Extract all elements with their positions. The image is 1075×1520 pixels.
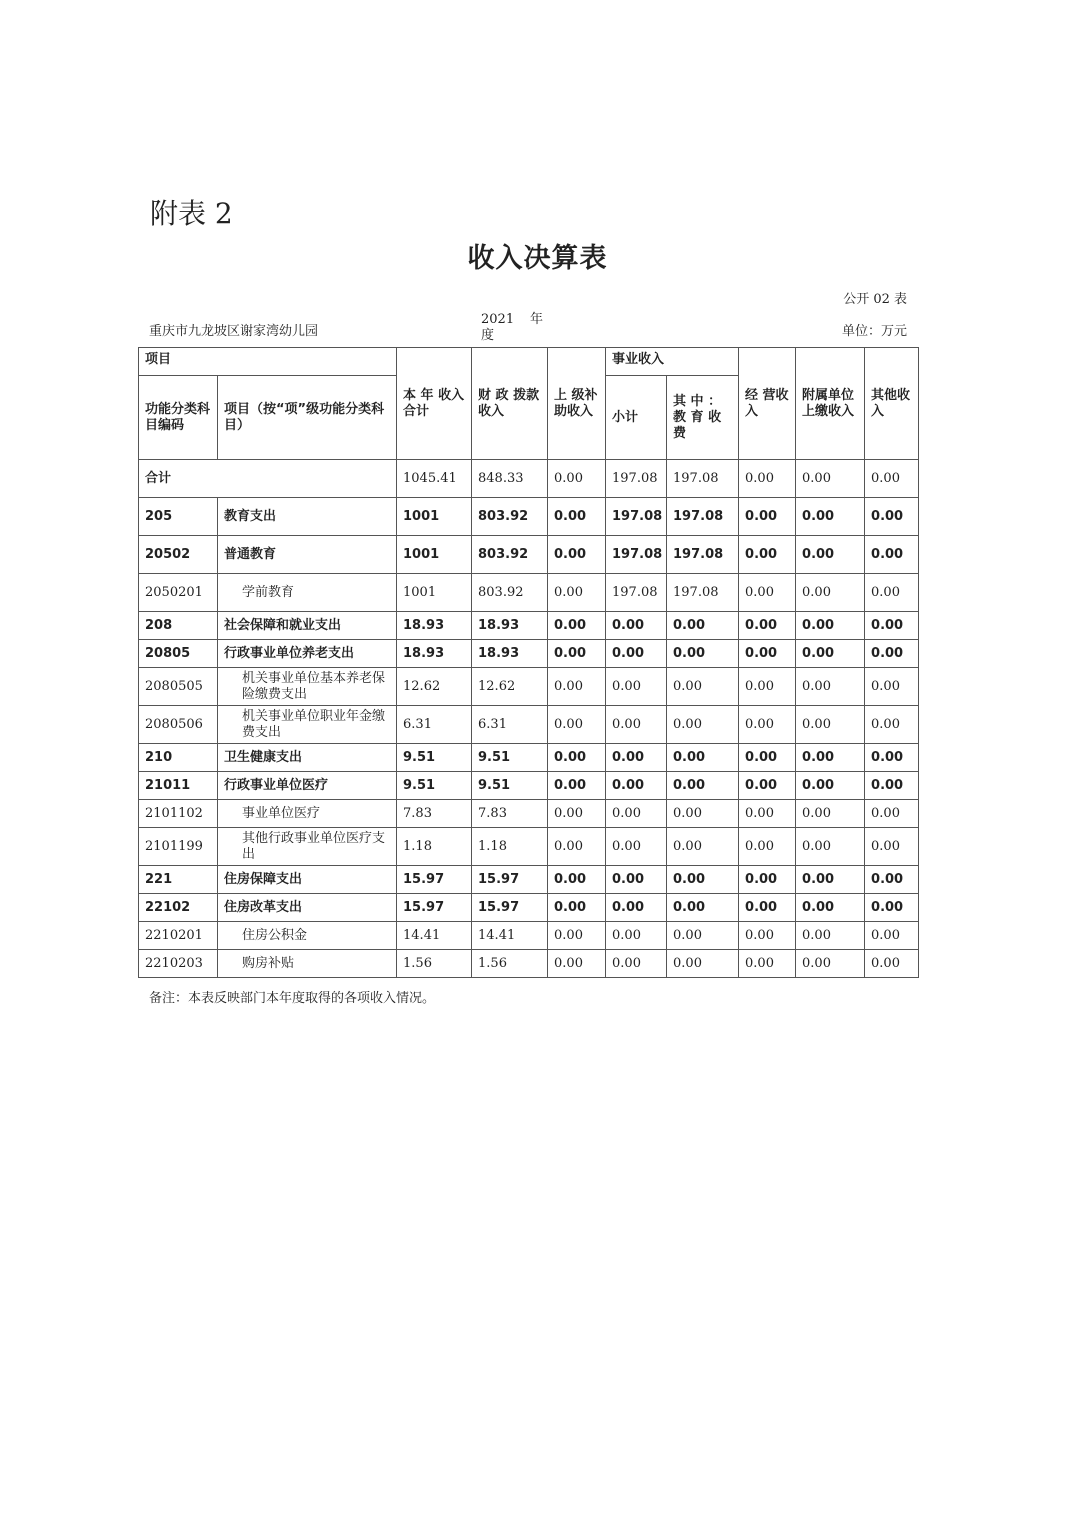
cell-name: 行政事业单位医疗	[218, 772, 397, 800]
cell-total: 1001	[397, 536, 472, 574]
table-row	[139, 498, 919, 536]
cell-total: 9.51	[397, 772, 472, 800]
header-affiliated: 附属单位上缴收入	[796, 348, 865, 460]
cell-superior: 0.00	[548, 536, 606, 574]
cell-total: 9.51	[397, 744, 472, 772]
cell-fiscal: 12.62	[472, 668, 548, 706]
cell-name: 卫生健康支出	[218, 744, 397, 772]
cell-affiliated: 0.00	[796, 866, 865, 894]
cell-fiscal: 1.56	[472, 950, 548, 978]
cell-name: 社会保障和就业支出	[218, 612, 397, 640]
table-row	[139, 894, 919, 922]
cell-operating: 0.00	[739, 536, 796, 574]
cell-operating: 0.00	[739, 574, 796, 612]
cell-affiliated: 0.00	[796, 668, 865, 706]
cell-other: 0.00	[865, 744, 919, 772]
fiscal-year-tail: 度	[481, 328, 495, 343]
cell-superior: 0.00	[548, 668, 606, 706]
cell-edu-fee: 0.00	[667, 866, 739, 894]
table-row	[139, 706, 919, 744]
cell-code: 208	[139, 612, 218, 640]
cell-code: 20502	[139, 536, 218, 574]
cell-edu-fee: 197.08	[667, 498, 739, 536]
cell-operating: 0.00	[739, 922, 796, 950]
cell-subtotal: 0.00	[606, 612, 667, 640]
cell-subtotal: 0.00	[606, 706, 667, 744]
cell-total: 6.31	[397, 706, 472, 744]
cell-affiliated: 0.00	[796, 744, 865, 772]
cell-affiliated: 0.00	[796, 574, 865, 612]
cell-other: 0.00	[865, 498, 919, 536]
cell-other: 0.00	[865, 950, 919, 978]
cell-superior: 0.00	[548, 574, 606, 612]
cell-fiscal: 9.51	[472, 744, 548, 772]
cell-subtotal: 197.08	[606, 536, 667, 574]
cell-subtotal: 197.08	[606, 498, 667, 536]
cell-superior: 0.00	[548, 460, 606, 498]
cell-subtotal: 0.00	[606, 800, 667, 828]
cell-fiscal: 15.97	[472, 894, 548, 922]
cell-operating: 0.00	[739, 668, 796, 706]
cell-superior: 0.00	[548, 706, 606, 744]
cell-subtotal: 0.00	[606, 828, 667, 866]
cell-other: 0.00	[865, 574, 919, 612]
cell-operating: 0.00	[739, 460, 796, 498]
cell-edu-fee: 0.00	[667, 950, 739, 978]
cell-name: 购房补贴	[218, 950, 397, 978]
form-number: 公开 02 表	[843, 292, 907, 307]
table-row	[139, 828, 919, 866]
cell-affiliated: 0.00	[796, 498, 865, 536]
cell-superior: 0.00	[548, 612, 606, 640]
header-code: 功能分类科目编码	[139, 376, 218, 460]
cell-affiliated: 0.00	[796, 706, 865, 744]
cell-superior: 0.00	[548, 950, 606, 978]
cell-name: 住房公积金	[218, 922, 397, 950]
cell-superior: 0.00	[548, 498, 606, 536]
cell-other: 0.00	[865, 460, 919, 498]
cell-code: 2101102	[139, 800, 218, 828]
cell-affiliated: 0.00	[796, 950, 865, 978]
cell-subtotal: 0.00	[606, 866, 667, 894]
table-row	[139, 640, 919, 668]
cell-fiscal: 14.41	[472, 922, 548, 950]
income-table	[138, 347, 919, 978]
cell-subtotal: 197.08	[606, 460, 667, 498]
cell-other: 0.00	[865, 800, 919, 828]
table-row	[139, 612, 919, 640]
cell-total: 18.93	[397, 612, 472, 640]
cell-other: 0.00	[865, 668, 919, 706]
cell-edu-fee: 0.00	[667, 772, 739, 800]
cell-fiscal: 803.92	[472, 536, 548, 574]
table-row	[139, 744, 919, 772]
page-title: 收入决算表	[467, 243, 608, 274]
fiscal-year	[481, 312, 543, 344]
cell-code: 2101199	[139, 828, 218, 866]
header-project: 项目	[139, 348, 397, 376]
header-other: 其他收入	[865, 348, 919, 460]
cell-total: 15.97	[397, 894, 472, 922]
cell-affiliated: 0.00	[796, 612, 865, 640]
cell-code: 2210201	[139, 922, 218, 950]
header-business: 事业收入	[606, 348, 739, 376]
cell-subtotal: 0.00	[606, 640, 667, 668]
table-note: 备注：本表反映部门本年度取得的各项收入情况。	[149, 991, 436, 1006]
cell-total: 18.93	[397, 640, 472, 668]
cell-edu-fee: 0.00	[667, 894, 739, 922]
cell-edu-fee: 0.00	[667, 668, 739, 706]
table-row	[139, 866, 919, 894]
cell-operating: 0.00	[739, 866, 796, 894]
cell-subtotal: 0.00	[606, 950, 667, 978]
header-fiscal: 财 政 拨款收入	[472, 348, 548, 460]
table-row	[139, 536, 919, 574]
header-total: 本 年 收入合计	[397, 348, 472, 460]
cell-name: 普通教育	[218, 536, 397, 574]
cell-subtotal: 0.00	[606, 668, 667, 706]
cell-edu-fee: 197.08	[667, 574, 739, 612]
cell-name: 学前教育	[218, 574, 397, 612]
cell-operating: 0.00	[739, 828, 796, 866]
table-row	[139, 668, 919, 706]
cell-name: 行政事业单位养老支出	[218, 640, 397, 668]
cell-code: 221	[139, 866, 218, 894]
cell-operating: 0.00	[739, 498, 796, 536]
cell-affiliated: 0.00	[796, 894, 865, 922]
cell-operating: 0.00	[739, 706, 796, 744]
cell-total: 14.41	[397, 922, 472, 950]
cell-other: 0.00	[865, 866, 919, 894]
cell-edu-fee: 0.00	[667, 612, 739, 640]
cell-code: 20805	[139, 640, 218, 668]
cell-fiscal: 18.93	[472, 640, 548, 668]
cell-subtotal: 0.00	[606, 772, 667, 800]
cell-total: 15.97	[397, 866, 472, 894]
cell-fiscal: 7.83	[472, 800, 548, 828]
cell-operating: 0.00	[739, 612, 796, 640]
table-row	[139, 800, 919, 828]
cell-total: 12.62	[397, 668, 472, 706]
cell-edu-fee: 0.00	[667, 922, 739, 950]
cell-edu-fee: 197.08	[667, 460, 739, 498]
cell-superior: 0.00	[548, 922, 606, 950]
cell-edu-fee: 0.00	[667, 640, 739, 668]
cell-superior: 0.00	[548, 640, 606, 668]
table-row	[139, 922, 919, 950]
cell-code: 合计	[139, 460, 397, 498]
cell-other: 0.00	[865, 922, 919, 950]
cell-code: 2210203	[139, 950, 218, 978]
cell-affiliated: 0.00	[796, 800, 865, 828]
table-row	[139, 460, 919, 498]
cell-fiscal: 9.51	[472, 772, 548, 800]
cell-fiscal: 1.18	[472, 828, 548, 866]
cell-fiscal: 6.31	[472, 706, 548, 744]
header-name: 项目（按“项”级功能分类科目）	[218, 376, 397, 460]
cell-name: 机关事业单位职业年金缴费支出	[218, 706, 397, 744]
cell-other: 0.00	[865, 612, 919, 640]
cell-total: 7.83	[397, 800, 472, 828]
cell-operating: 0.00	[739, 772, 796, 800]
cell-operating: 0.00	[739, 950, 796, 978]
cell-code: 2050201	[139, 574, 218, 612]
cell-other: 0.00	[865, 894, 919, 922]
cell-subtotal: 0.00	[606, 922, 667, 950]
cell-fiscal: 848.33	[472, 460, 548, 498]
cell-superior: 0.00	[548, 800, 606, 828]
cell-affiliated: 0.00	[796, 640, 865, 668]
cell-total: 1.18	[397, 828, 472, 866]
organization-name: 重庆市九龙坡区谢家湾幼儿园	[149, 324, 319, 339]
cell-subtotal: 0.00	[606, 894, 667, 922]
header-superior: 上 级补 助收入	[548, 348, 606, 460]
cell-edu-fee: 197.08	[667, 536, 739, 574]
cell-code: 21011	[139, 772, 218, 800]
table-row	[139, 772, 919, 800]
appendix-label: 附表 2	[150, 197, 233, 230]
cell-fiscal: 18.93	[472, 612, 548, 640]
cell-code: 210	[139, 744, 218, 772]
cell-name: 住房改革支出	[218, 894, 397, 922]
header-subtotal: 小计	[606, 376, 667, 460]
table-row	[139, 574, 919, 612]
cell-operating: 0.00	[739, 640, 796, 668]
cell-other: 0.00	[865, 640, 919, 668]
cell-name: 教育支出	[218, 498, 397, 536]
fiscal-year-value: 2021	[481, 312, 515, 327]
cell-edu-fee: 0.00	[667, 800, 739, 828]
cell-subtotal: 197.08	[606, 574, 667, 612]
cell-fiscal: 803.92	[472, 498, 548, 536]
cell-affiliated: 0.00	[796, 460, 865, 498]
cell-fiscal: 803.92	[472, 574, 548, 612]
cell-edu-fee: 0.00	[667, 828, 739, 866]
header-edu-fee: 其 中 ：教 育 收费	[667, 376, 739, 460]
unit-label: 单位：万元	[841, 324, 907, 339]
cell-name: 其他行政事业单位医疗支出	[218, 828, 397, 866]
cell-other: 0.00	[865, 536, 919, 574]
cell-operating: 0.00	[739, 744, 796, 772]
cell-superior: 0.00	[548, 866, 606, 894]
cell-total: 1045.41	[397, 460, 472, 498]
cell-other: 0.00	[865, 828, 919, 866]
cell-fiscal: 15.97	[472, 866, 548, 894]
cell-total: 1001	[397, 498, 472, 536]
cell-superior: 0.00	[548, 744, 606, 772]
cell-superior: 0.00	[548, 828, 606, 866]
cell-name: 机关事业单位基本养老保险缴费支出	[218, 668, 397, 706]
header-operating: 经 营收入	[739, 348, 796, 460]
cell-affiliated: 0.00	[796, 828, 865, 866]
cell-edu-fee: 0.00	[667, 744, 739, 772]
cell-edu-fee: 0.00	[667, 706, 739, 744]
cell-name: 事业单位医疗	[218, 800, 397, 828]
cell-other: 0.00	[865, 772, 919, 800]
cell-affiliated: 0.00	[796, 922, 865, 950]
cell-total: 1001	[397, 574, 472, 612]
cell-code: 22102	[139, 894, 218, 922]
cell-affiliated: 0.00	[796, 772, 865, 800]
cell-other: 0.00	[865, 706, 919, 744]
cell-superior: 0.00	[548, 894, 606, 922]
cell-operating: 0.00	[739, 800, 796, 828]
cell-superior: 0.00	[548, 772, 606, 800]
cell-code: 205	[139, 498, 218, 536]
cell-code: 2080505	[139, 668, 218, 706]
cell-total: 1.56	[397, 950, 472, 978]
cell-affiliated: 0.00	[796, 536, 865, 574]
cell-operating: 0.00	[739, 894, 796, 922]
cell-code: 2080506	[139, 706, 218, 744]
cell-name: 住房保障支出	[218, 866, 397, 894]
fiscal-year-unit: 年	[529, 312, 543, 327]
cell-subtotal: 0.00	[606, 744, 667, 772]
table-row	[139, 950, 919, 978]
